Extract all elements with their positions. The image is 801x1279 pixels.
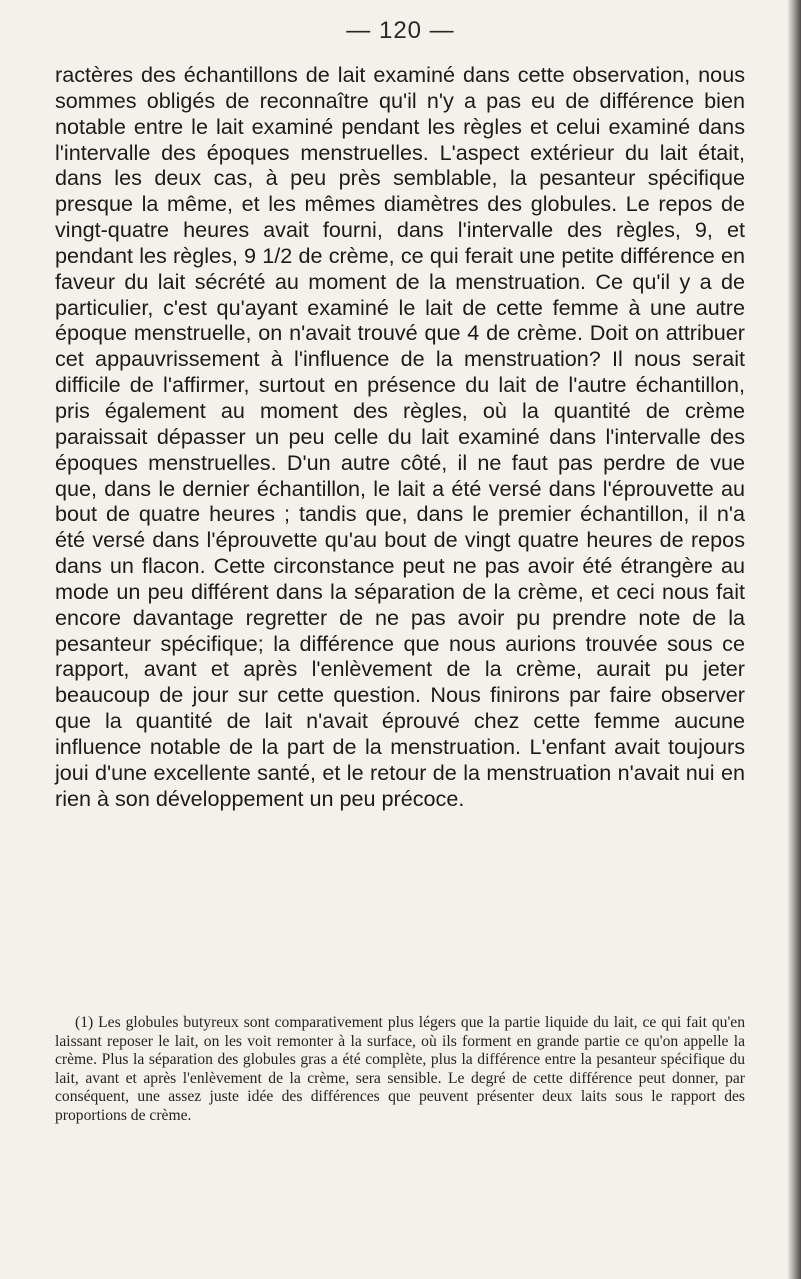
body-paragraph: ractères des échantillons de lait examiné dans cette observation, nous sommes obligés de reconnaître qu'il n'y a pas eu de différence bien notable entre le lait examiné pendant les règles et celui examiné dans l'intervalle des époques menstruelles. L'aspect extérieur du lait était, dans les deux cas, à peu près semblable, la pesanteur spécifique presque la même, et les mêmes diamètres des globules. Le repos de vingt-quatre heures avait fourni, dans l'intervalle des règles, 9, et pendant les règles, 9 1/2 de crème, ce qui ferait une petite différence en faveur du lait sécrété au moment de la menstruation. Ce qu'il y a de particulier, c'est qu'ayant examiné le lait de cette femme à une autre époque menstruelle, on n'avait trouvé que 4 de crème. Doit on attribuer cet appauvrissement à l'influence de la menstruation? Il nous serait difficile de l'affirmer, surtout en présence du lait de l'autre échantillon, pris également au moment des règles, où la quantité de crème paraissait dépasser un peu celle du lait examiné dans l'intervalle des époques menstruelles. D'un autre côté, il ne faut pas perdre de vue que, dans le dernier échantillon, le lait a été versé dans l'éprouvette au bout de quatre heures ; tandis que, dans le premier échantillon, il n'a été versé dans l'éprouvette qu'au bout de vingt quatre heures de repos dans un flacon. Cette circonstance peut ne pas avoir été étrangère au mode un peu différent dans la séparation de la crème, et ceci nous fait encore davantage regretter de ne pas avoir pu prendre note de la pesanteur spécifique; la différence que nous aurions trouvée sous ce rapport, avant et après l'enlèvement de la crème, aurait pu jeter beaucoup de jour sur cette question. Nous finirons par faire observer que la quantité de lait n'avait éprouvé chez cette femme aucune influence notable de la part de la menstruation. L'enfant avait toujours joui d'une excellente santé, et le retour de la menstruation n'avait nui en rien à son développement un peu précoce. — [55, 62, 745, 811]
footnote: (1) Les globules butyreux sont comparativement plus légers que la partie liquide du lait, ce qui fait qu'en laissant reposer le lait, on les voit remonter à la surface, où ils forment en grande partie ce qu'on appelle la crème. Plus la séparation des globules gras a été complète, plus la différence entre la pesanteur spécifique du lait, avant et après l'enlèvement de la crème, sera sensible. Le degré de cette différence peut donner, par conséquent, une assez juste idée des différences que peuvent présenter deux laits sous le rapport des proportions de crème. — [55, 1014, 745, 1124]
page-number: — 120 — — [346, 17, 455, 44]
page-edge-shadow — [787, 0, 801, 1279]
